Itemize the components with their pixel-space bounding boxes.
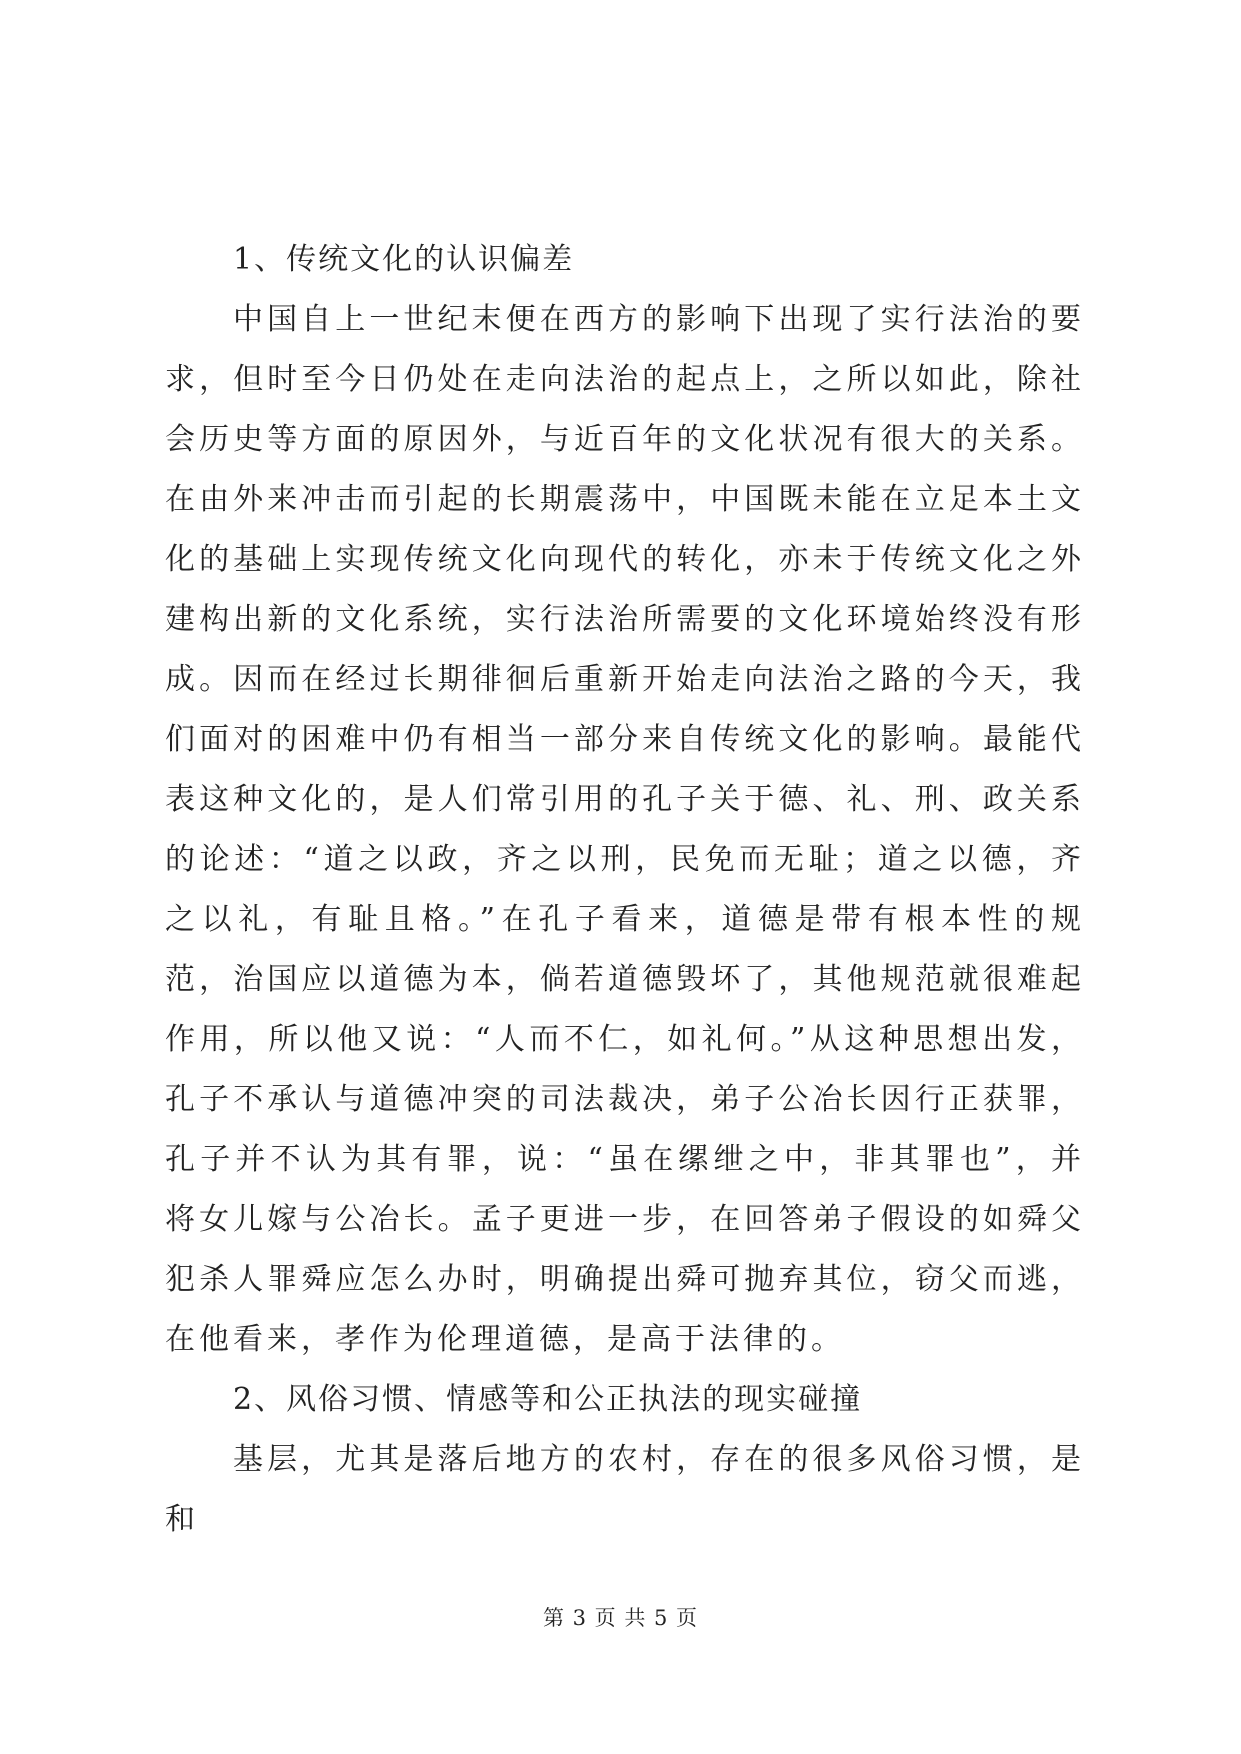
section-paragraph-1: 中国自上一世纪末便在西方的影响下出现了实行法治的要求，但时至今日仍处在走向法治的起点上，之所以如此，除社会历史等方面的原因外，与近百年的文化状况有很大的关系。在由外来冲击而引起的长期震荡中，中国既未能在立足本土文化的基础上实现传统文化向现代的转化，亦未于传统文化之外建构出新的文化系统，实行法治所需要的文化环境始终没有形成。因而在经过长期徘徊后重新开始走向法治之路的今天，我们面对的困难中仍有相当一部分来自传统文化的影响。最能代表这种文化的，是人们常引用的孔子关于德、礼、刑、政关系的论述：“道之以政，齐之以刑，民免而无耻；道之以德，齐之以礼，有耻且格。”在孔子看来，道德是带有根本性的规范，治国应以道德为本，倘若道德毁坏了，其他规范就很难起作用，所以他又说：“人而不仁，如礼何。”从这种思想出发，孔子不承认与道德冲突的司法裁决，弟子公冶长因行正获罪，孔子并不认为其有罪，说：“虽在缧绁之中，非其罪也”，并将女儿嫁与公冶长。孟子更进一步，在回答弟子假设的如舜父犯杀人罪舜应怎么办时，明确提出舜可抛弃其位，窃父而逃，在他看来，孝作为伦理道德，是高于法律的。 [165, 302, 1085, 1357]
section-paragraph-2: 基层，尤其是落后地方的农村，存在的很多风俗习惯，是和 [165, 1442, 1085, 1537]
page-number-footer: 第 3 页 共 5 页 [542, 1606, 699, 1630]
section-heading-2: 2、风俗习惯、情感等和公正执法的现实碰撞 [233, 1382, 863, 1417]
document-body [165, 230, 1085, 1550]
section-heading-1: 1、传统文化的认识偏差 [233, 242, 575, 277]
